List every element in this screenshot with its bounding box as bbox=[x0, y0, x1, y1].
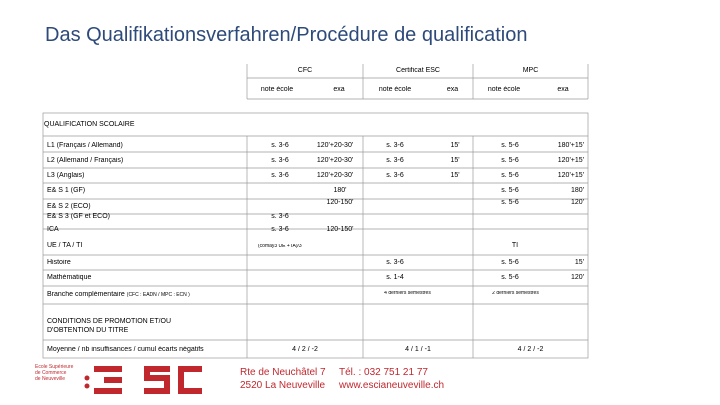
cell-histoire-mpc-exa: 15' bbox=[574, 259, 584, 266]
cell-moyenne-cfc: 4 / 2 / -2 bbox=[292, 346, 318, 353]
logo-text bbox=[35, 364, 73, 382]
row-label-es1: E& S 1 (GF) bbox=[47, 187, 86, 194]
subheader-esc-exa: exa bbox=[446, 86, 459, 93]
cell-l1-esc-note: s. 3-6 bbox=[386, 142, 404, 149]
group-header-cfc: CFC bbox=[297, 67, 313, 74]
subheader-cfc-exa: exa bbox=[333, 86, 345, 93]
cell-histoire-mpc-note: s. 5-6 bbox=[501, 259, 519, 266]
group-header-certificat-esc: Certificat ESC bbox=[396, 67, 440, 74]
subheader-esc-note: note école bbox=[378, 86, 412, 93]
cell-l2-cfc-note: s. 3-6 bbox=[271, 157, 289, 164]
cell-es2-cfc-exa: 120-150' bbox=[326, 199, 354, 206]
esc-logo-icon bbox=[84, 358, 204, 402]
section-qualification-scolaire: QUALIFICATION SCOLAIRE bbox=[44, 121, 135, 128]
cell-l3-cfc-exa: 120'+20-30' bbox=[316, 172, 354, 179]
cell-l3-cfc-note: s. 3-6 bbox=[271, 172, 289, 179]
cell-math-esc-note: s. 1-4 bbox=[386, 274, 404, 281]
cell-l1-cfc-note: s. 3-6 bbox=[271, 142, 289, 149]
cell-es1-mpc-exa: 180' bbox=[570, 187, 584, 194]
cell-l3-esc-exa: 15' bbox=[450, 172, 460, 179]
cell-l2-cfc-exa: 120'+20-30' bbox=[316, 157, 354, 164]
cell-ue-mpc-note: TI bbox=[511, 242, 519, 249]
address bbox=[240, 366, 326, 392]
row-label-histoire: Histoire bbox=[47, 259, 71, 266]
cell-l1-cfc-exa: 120'+20-30' bbox=[316, 142, 354, 149]
cell-l2-esc-exa: 15' bbox=[450, 157, 460, 164]
cell-branche-esc-note: 4 derniers semestres bbox=[384, 291, 431, 296]
row-label-branche-complementaire bbox=[45, 291, 245, 299]
cell-l2-mpc-note: s. 5-6 bbox=[501, 157, 519, 164]
section-conditions-line2: D'OBTENTION DU TITRE bbox=[47, 327, 129, 334]
logo-text-line2: de Commerce bbox=[35, 370, 67, 376]
cell-l1-mpc-note: s. 5-6 bbox=[501, 142, 519, 149]
cell-math-mpc-exa: 120' bbox=[570, 274, 584, 281]
address-line2: 2520 La Neuveville bbox=[240, 380, 326, 391]
row-label-moyenne: Moyenne / nb insuffisances / cumul écarts négatifs bbox=[47, 346, 204, 353]
page-title: Das Qualifikationsverfahren/Procédure de qualification bbox=[45, 24, 528, 46]
cell-es1-cfc-exa: 180' bbox=[333, 187, 347, 194]
cell-l2-esc-note: s. 3-6 bbox=[386, 157, 404, 164]
cell-l3-mpc-exa: 120'+15' bbox=[557, 172, 584, 179]
group-header-mpc: MPC bbox=[522, 67, 539, 74]
cell-ica-cfc-exa: 120-150' bbox=[326, 226, 354, 233]
row-label-ue-ta-ti: UE / TA / TI bbox=[47, 242, 83, 249]
row-label-l3: L3 (Anglais) bbox=[47, 172, 85, 179]
subheader-cfc-note: note école bbox=[260, 86, 294, 93]
cell-histoire-esc-note: s. 3-6 bbox=[386, 259, 404, 266]
cell-es3-cfc-note: s. 3-6 bbox=[271, 213, 289, 220]
cell-es1-mpc-note: s. 5-6 bbox=[501, 187, 519, 194]
row-label-l1: L1 (Français / Allemand) bbox=[47, 142, 123, 149]
cell-l3-mpc-note: s. 5-6 bbox=[501, 172, 519, 179]
cell-ue-cfc-note: (comay3 UE +TA)/3 bbox=[258, 244, 302, 249]
row-label-l2: L2 (Allemand / Français) bbox=[47, 157, 124, 164]
subheader-mpc-note: note école bbox=[487, 86, 521, 93]
cell-moyenne-esc: 4 / 1 / -1 bbox=[405, 346, 431, 353]
row-label-es3: E& S 3 (GF et ECO) bbox=[47, 213, 111, 220]
cell-moyenne-mpc: 4 / 2 / -2 bbox=[517, 346, 544, 353]
footer bbox=[35, 358, 445, 402]
section-conditions-line1: CONDITIONS DE PROMOTION ET/OU bbox=[47, 318, 172, 325]
logo-text-line3: de Neuveville bbox=[35, 376, 66, 382]
phone-number: Tél. : 032 751 21 77 bbox=[339, 367, 428, 378]
cell-ica-cfc-note: s. 3-6 bbox=[271, 226, 289, 233]
cell-math-mpc-note: s. 5-6 bbox=[501, 274, 519, 281]
contact bbox=[339, 366, 444, 392]
row-label-es2: E& S 2 (ECO) bbox=[47, 203, 91, 210]
branche-label-text: Branche complémentaire bbox=[47, 291, 125, 298]
address-line1: Rte de Neuchâtel 7 bbox=[240, 367, 326, 378]
cell-l3-esc-note: s. 3-6 bbox=[386, 172, 404, 179]
subheader-mpc-exa: exa bbox=[557, 86, 569, 93]
row-label-ica: ICA bbox=[47, 226, 59, 233]
logo-text-line1: Ecole Supérieure bbox=[35, 364, 74, 370]
cell-es2-mpc-exa: 120' bbox=[570, 199, 584, 206]
row-label-mathematique: Mathématique bbox=[47, 274, 92, 281]
cell-branche-mpc-note: 2 derniers semestres bbox=[492, 291, 539, 296]
website-link[interactable]: www.escianeuveville.ch bbox=[339, 380, 445, 391]
cell-l2-mpc-exa: 120'+15' bbox=[557, 157, 584, 164]
cell-l1-esc-exa: 15' bbox=[450, 142, 460, 149]
cell-es2-mpc-note: s. 5-6 bbox=[501, 199, 519, 206]
branche-label-note: (CFC : EADN / MPC : ECN ) bbox=[126, 292, 190, 298]
cell-l1-mpc-exa: 180'+15' bbox=[557, 142, 584, 149]
